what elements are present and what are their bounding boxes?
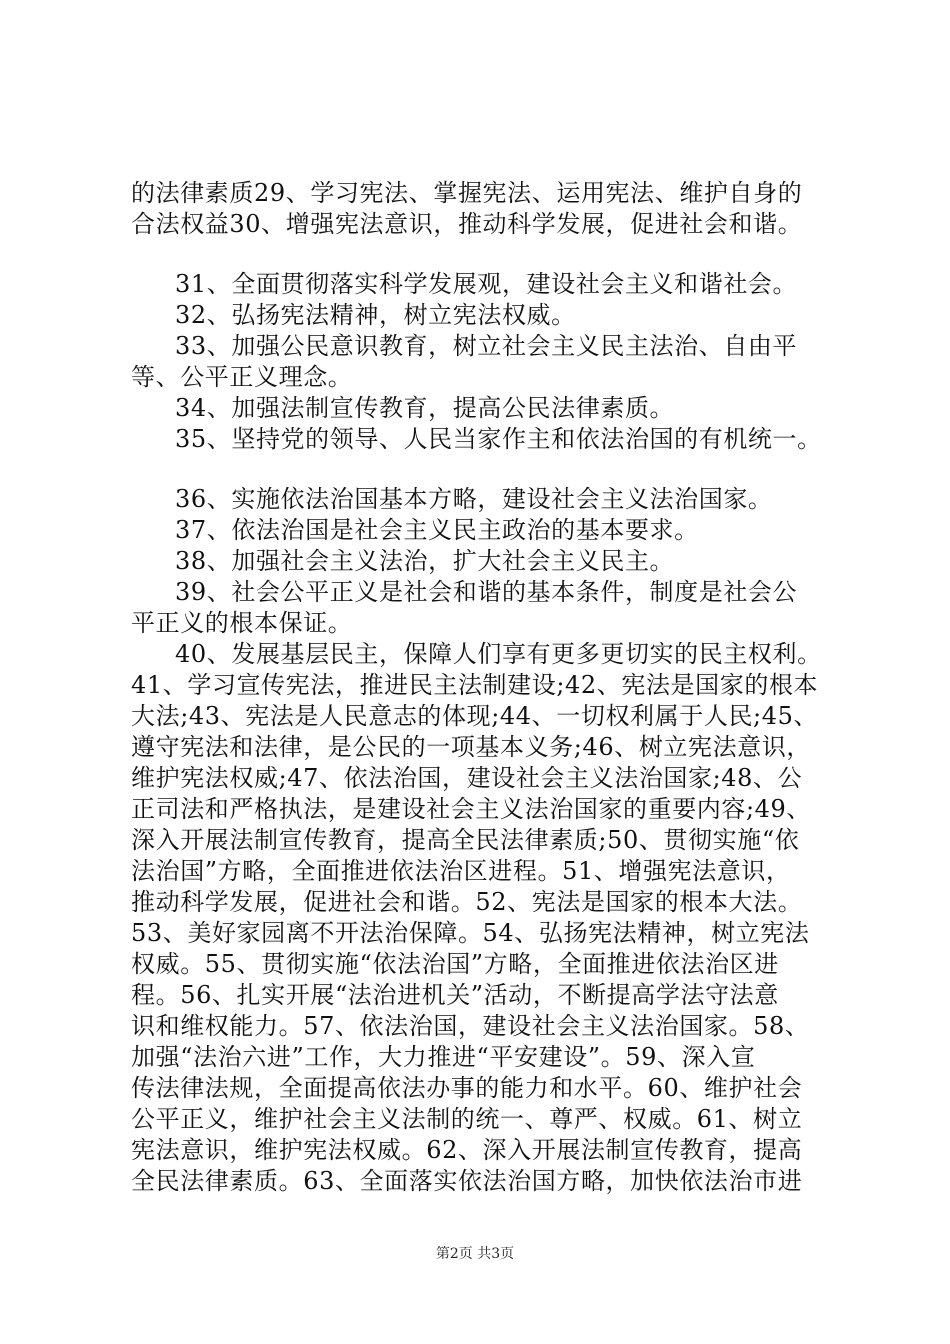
text-line: 的法律素质29、学习宪法、掌握宪法、运用宪法、维护自身的 [131, 179, 803, 207]
list-item-continuation: 等、公平正义理念。 [131, 363, 353, 391]
text-line: 合法权益30、增强宪法意识，推动科学发展，促进社会和谐。 [131, 210, 803, 238]
list-item: 34、加强法制宣传教育，提高公民法律素质。 [175, 394, 675, 422]
list-item: 32、弘扬宪法精神，树立宪法权威。 [175, 301, 576, 329]
text-line: 法治国”方略，全面推进依法治区进程。51、增强宪法意识， [131, 857, 791, 885]
text-line: 53、美好家园离不开法治保障。54、弘扬宪法精神，树立宪法 [131, 919, 810, 947]
text-line: 权威。55、贯彻实施“依法治国”方略，全面推进依法治区进 [131, 950, 779, 978]
list-item: 37、依法治国是社会主义民主政治的基本要求。 [175, 516, 699, 544]
list-item: 40、发展基层民主，保障人们享有更多更切实的民主权利。 [175, 640, 822, 668]
text-line: 正司法和严格执法，是建设社会主义法治国家的重要内容;49、 [131, 795, 812, 823]
list-item: 38、加强社会主义法治，扩大社会主义民主。 [175, 547, 675, 575]
text-line: 大法;43、宪法是人民意志的体现;44、一切权利属于人民;45、 [131, 702, 819, 730]
text-line: 41、学习宣传宪法，推进民主法制建设;42、宪法是国家的根本 [131, 671, 819, 699]
text-line: 宪法意识，维护宪法权威。62、深入开展法制宣传教育，提高 [131, 1136, 803, 1164]
list-item: 35、坚持党的领导、人民当家作主和依法治国的有机统一。 [175, 425, 822, 453]
text-line: 识和维权能力。57、依法治国，建设社会主义法治国家。58、 [131, 1012, 810, 1040]
page-footer: 第2页 共3页 [435, 1246, 515, 1262]
text-line: 程。56、扎实开展“法治进机关”活动，不断提高学法守法意 [131, 981, 779, 1009]
text-line: 加强“法治六进”工作，大力推进“平安建设”。59、深入宣 [131, 1043, 756, 1071]
list-item: 31、全面贯彻落实科学发展观，建设社会主义和谐社会。 [175, 270, 798, 298]
list-item-continuation: 平正义的根本保证。 [131, 609, 353, 637]
text-line: 维护宪法权威;47、依法治国，建设社会主义法治国家;48、公 [131, 764, 803, 792]
text-line: 公平正义，维护社会主义法制的统一、尊严、权威。61、树立 [131, 1105, 803, 1133]
list-block-a [131, 269, 831, 455]
text-line: 全民法律素质。63、全面落实依法治国方略，加快依法治市进 [131, 1167, 803, 1195]
list-item: 33、加强公民意识教育，树立社会主义民主法治、自由平 [175, 332, 798, 360]
list-block-b [131, 484, 831, 1197]
list-item: 39、社会公平正义是社会和谐的基本条件，制度是社会公 [175, 578, 798, 606]
paragraph-top [131, 178, 831, 240]
list-item: 36、实施依法治国基本方略，建设社会主义法治国家。 [175, 485, 773, 513]
text-line: 传法律法规，全面提高依法办事的能力和水平。60、维护社会 [131, 1074, 803, 1102]
text-line: 推动科学发展，促进社会和谐。52、宪法是国家的根本大法。 [131, 888, 803, 916]
text-line: 遵守宪法和法律，是公民的一项基本义务;46、树立宪法意识， [131, 733, 812, 761]
text-line: 深入开展法制宣传教育，提高全民法律素质;50、贯彻实施“依 [131, 826, 800, 854]
